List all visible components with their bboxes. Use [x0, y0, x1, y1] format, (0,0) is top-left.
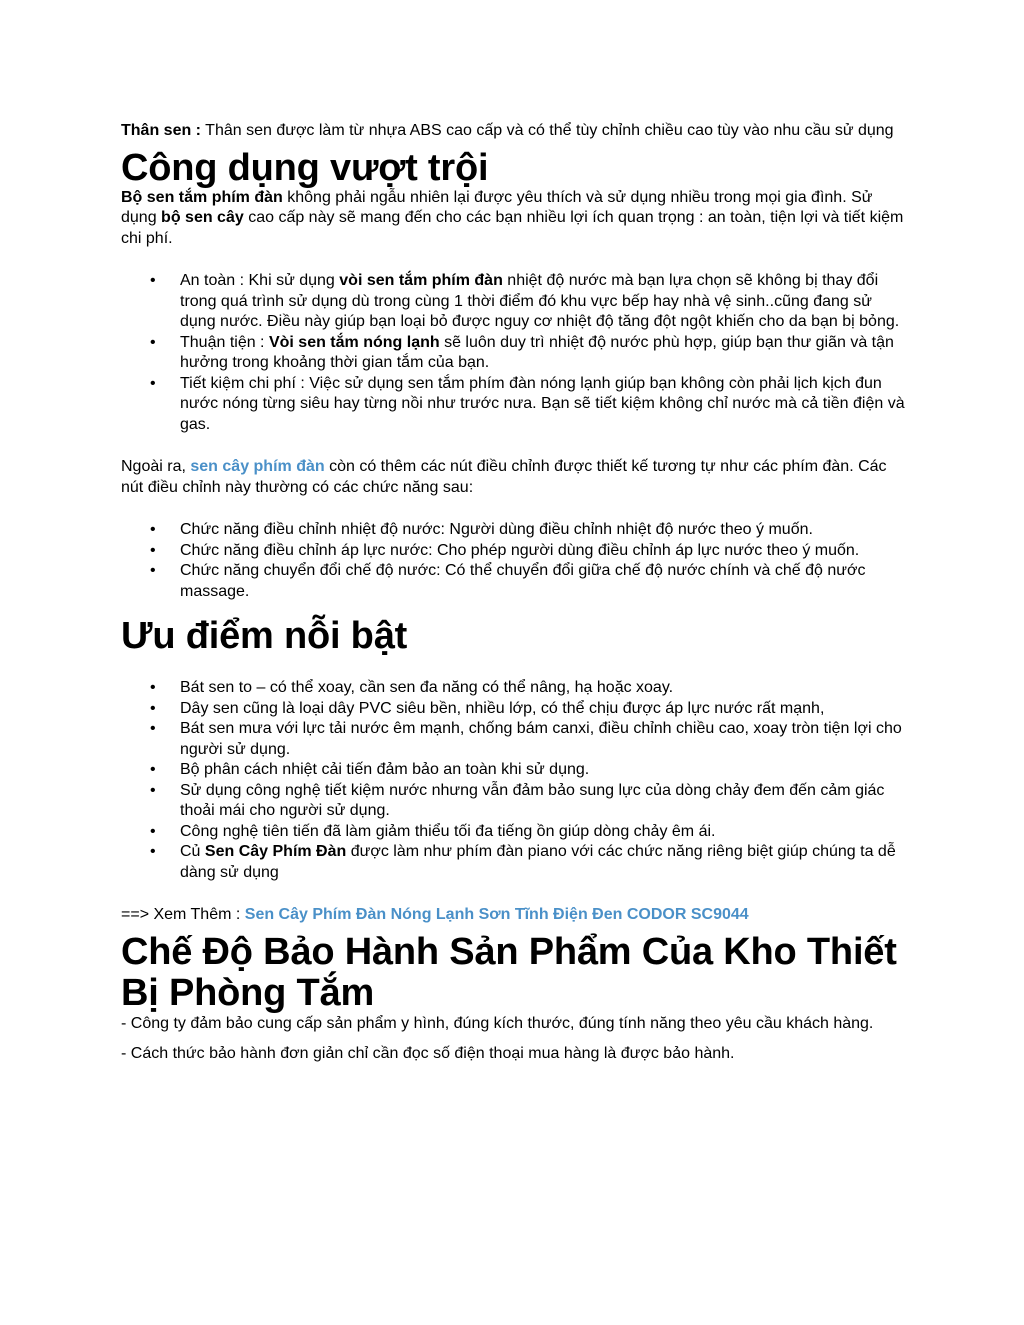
warranty-paragraph-1: - Công ty đảm bảo cung cấp sản phẩm y hình, đúng kích thước, đúng tính năng theo yêu cầu khách hàng. — [121, 1014, 874, 1032]
warranty-paragraph-2: - Cách thức bảo hành đơn giản chỉ cần đọc số điện thoại mua hàng là được bảo hành. — [121, 1045, 735, 1062]
text-span: cao cấp này sẽ mang đến cho các bạn nhiều lợi ích quan trọng : an toàn, tiện lợi và tiết kiệm chi phí. — [121, 209, 904, 247]
list-item — [180, 271, 911, 333]
heading-uu-diem: Ưu điểm nỗi bật — [121, 615, 408, 657]
cong-dung-paragraph — [121, 188, 911, 250]
heading-bao-hanh: Chế Độ Bảo Hành Sản Phẩm Của Kho Thiết Bị Phòng Tắm — [121, 930, 897, 1014]
heading-cong-dung: Công dụng vượt trội — [121, 146, 489, 189]
text-span: được làm như phím đàn piano với các chức năng riêng biệt giúp chúng ta dễ dàng sử dụng — [180, 843, 896, 881]
benefits-list — [121, 271, 911, 435]
sen-cay-phim-dan-link[interactable]: sen cây phím đàn — [190, 458, 325, 475]
intro-text: Thân sen được làm từ nhựa ABS cao cấp và có thể tùy chỉnh chiều cao tùy vào nhu cầu sử dụng — [201, 122, 894, 139]
text-span: sẽ luôn duy trì nhiệt độ nước phù hợp, giúp bạn thư giãn và tận hưởng trong khoảng thời gian tắm của bạn. — [180, 333, 894, 371]
text-span: Củ — [180, 843, 205, 860]
list-item — [180, 842, 911, 883]
list-item: • Chức năng điều chỉnh nhiệt độ nước: Người dùng điều chỉnh nhiệt độ nước theo ý muốn. — [180, 520, 911, 541]
intro-paragraph — [121, 121, 911, 142]
list-item — [180, 374, 911, 436]
list-item: • Bát sen to – có thể xoay, cần sen đa năng có thể nâng, hạ hoặc xoay. — [180, 678, 911, 699]
text-span: Thuận tiện : — [180, 333, 269, 351]
intro-label: Thân sen : — [121, 122, 202, 139]
ngoai-ra-paragraph — [121, 457, 911, 498]
list-item: • Bộ phân cách nhiệt cải tiến đảm bảo an toàn khi sử dụng. — [180, 760, 911, 781]
text-span: nhiệt độ nước mà bạn lựa chọn sẽ không bị thay đổi trong quá trình sử dụng dù trong cùng 1 thời điểm đó khu vực bếp hay nhà vệ sinh..cũng đang sử dụng nước. Điều này giúp bạn loại bỏ được nguy cơ nhiệt độ tăng đột ngột khiến cho da bạn bị bỏng. — [180, 272, 900, 330]
text-span: Tiết kiệm chi phí : Việc sử dụng sen tắm phím đàn nóng lạnh giúp bạn không còn phải lịch kịch đun nước nóng từng siêu hay từng nồi như trước nưa. Bạn sẽ tiết kiệm không chỉ nước mà cả tiền điện và gas. — [180, 374, 905, 433]
see-more-link[interactable]: Sen Cây Phím Đàn Nóng Lạnh Sơn Tĩnh Điện Đen CODOR SC9044 — [244, 906, 749, 923]
bold-bo-sen-tam: Bộ sen tắm phím đàn — [121, 188, 283, 206]
see-more-paragraph — [121, 905, 911, 926]
bold-span: Sen Cây Phím Đàn — [204, 843, 347, 860]
bold-bo-sen-cay: bộ sen cây — [161, 209, 244, 226]
document-page — [121, 121, 911, 1065]
list-item: • Công nghệ tiên tiến đã làm giảm thiểu tối đa tiếng ồn giúp dòng chảy êm ái. — [180, 822, 911, 843]
list-item: • Bát sen mưa với lực tải nước êm mạnh, chống bám canxi, điều chỉnh chiều cao, xoay tròn tiện lợi cho người sử dụng. — [180, 719, 911, 760]
functions-list — [121, 520, 911, 602]
text-span: còn có thêm các nút điều chỉnh được thiết kế tương tự như các phím đàn. Các nút điều chỉnh này thường có các chức năng sau: — [121, 458, 887, 496]
text-span: ==> Xem Thêm : — [121, 906, 245, 923]
bold-span: vòi sen tắm phím đàn — [339, 272, 503, 289]
bold-span: Vòi sen tắm nóng lạnh — [268, 333, 440, 351]
list-item: • Chức năng điều chỉnh áp lực nước: Cho phép người dùng điều chỉnh áp lực nước theo ý muốn. — [180, 541, 911, 562]
text-span: Ngoài ra, — [121, 458, 191, 475]
list-item: • Chức năng chuyển đổi chế độ nước: Có thể chuyển đổi giữa chế độ nước chính và chế độ nước massage. — [180, 561, 911, 602]
list-item: • Dây sen cũng là loại dây PVC siêu bền, nhiều lớp, có thể chịu được áp lực nước rất mạnh, — [180, 699, 911, 720]
text-span: An toàn : Khi sử dụng — [180, 272, 340, 289]
list-item: • Sử dụng công nghệ tiết kiệm nước nhưng vẫn đảm bảo sung lực của dòng chảy đem đến cảm giác thoải mái cho người sử dụng. — [180, 781, 911, 822]
list-item — [180, 333, 911, 374]
advantages-list — [121, 678, 911, 883]
text-span: không phải ngẫu nhiên lại được yêu thích và sử dụng nhiều trong mọi gia đình. Sử dụng — [121, 188, 873, 226]
